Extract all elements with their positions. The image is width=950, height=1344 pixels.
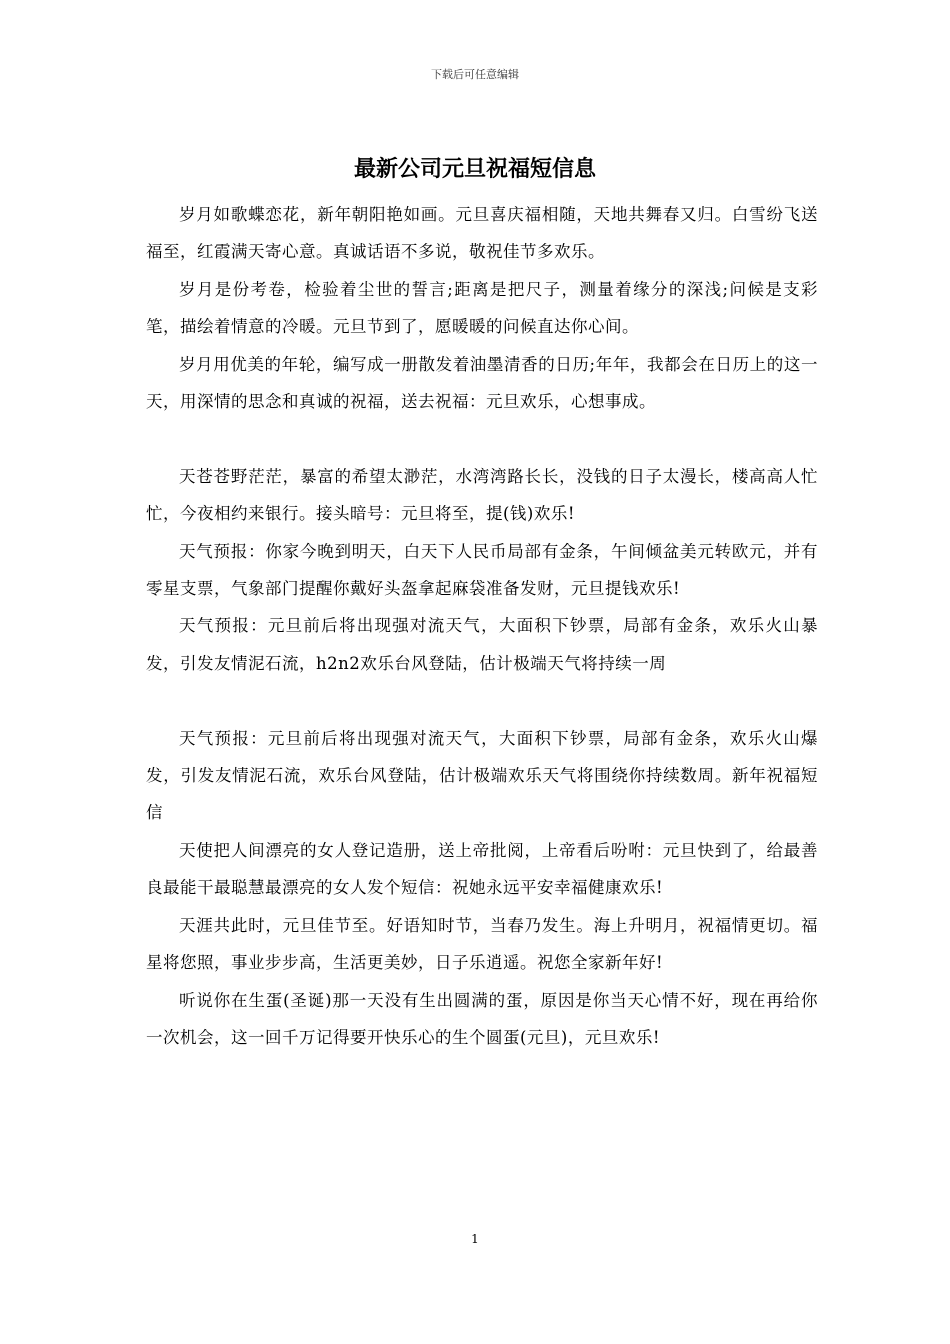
- paragraph-6: 天气预报：元旦前后将出现强对流天气，大面积下钞票，局部有金条，欢乐火山暴发，引发友情泥石流，h2n2欢乐台风登陆，估计极端天气将持续一周: [146, 616, 818, 673]
- paragraph-7: 天气预报：元旦前后将出现强对流天气，大面积下钞票，局部有金条，欢乐火山爆发，引发友情泥石流，欢乐台风登陆，估计极端欢乐天气将围绕你持续数周。新年祝福短信: [146, 728, 818, 823]
- page-number: 1: [471, 1232, 479, 1246]
- page-header: 下载后可任意编辑: [431, 68, 519, 81]
- blank-line: [146, 420, 818, 457]
- paragraph-9: 天涯共此时，元旦佳节至。好语知时节，当春乃发生。海上升明月，祝福情更切。福星将您照，事业步步高，生活更美妙，日子乐逍遥。祝您全家新年好!: [146, 915, 818, 973]
- paragraph-8: 天使把人间漂亮的女人登记造册，送上帝批阅，上帝看后吩咐：元旦快到了，给最善良最能干最聪慧最漂亮的女人发个短信：祝她永远平安幸福健康欢乐!: [146, 840, 818, 898]
- paragraph-5: 天气预报：你家今晚到明天，白天下人民币局部有金条，午间倾盆美元转欧元，并有零星支票，气象部门提醒你戴好头盔拿起麻袋准备发财，元旦提钱欢乐!: [146, 541, 818, 599]
- paragraph-4: 天苍苍野茫茫，暴富的希望太渺茫，水湾湾路长长，没钱的日子太漫长，楼高高人忙忙，今夜相约来银行。接头暗号：元旦将至，提(钱)欢乐!: [146, 466, 818, 524]
- paragraph-10: 听说你在生蛋(圣诞)那一天没有生出圆满的蛋，原因是你当天心情不好，现在再给你一次机会，这一回千万记得要开快乐心的生个圆蛋(元旦)，元旦欢乐!: [146, 990, 818, 1047]
- document-body: [146, 196, 818, 1056]
- paragraph-3: 岁月用优美的年轮，编写成一册散发着油墨清香的日历;年年，我都会在日历上的这一天，用深情的思念和真诚的祝福，送去祝福：元旦欢乐，心想事成。: [146, 354, 818, 412]
- document-title: 最新公司元旦祝福短信息: [353, 157, 596, 182]
- paragraph-1: 岁月如歌蝶恋花，新年朝阳艳如画。元旦喜庆福相随，天地共舞春又归。白雪纷飞送福至，红霞满天寄心意。真诚话语不多说，敬祝佳节多欢乐。: [146, 205, 818, 262]
- paragraph-2: 岁月是份考卷，检验着尘世的誓言;距离是把尺子，测量着缘分的深浅;问候是支彩笔，描绘着情意的冷暖。元旦节到了，愿暖暖的问候直达你心间。: [146, 279, 818, 337]
- blank-line: [146, 682, 818, 719]
